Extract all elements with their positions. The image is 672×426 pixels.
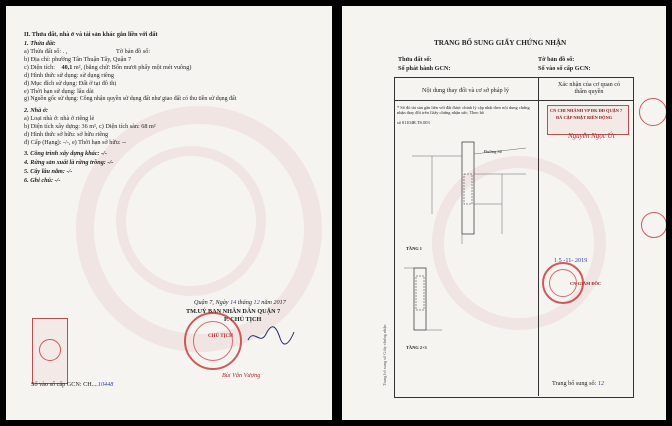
land-use-form: d) Hình thức sử dụng: sử dụng riêng (24, 72, 114, 79)
edge-seal-bottom (641, 212, 666, 238)
coat-of-arms-stamp (32, 318, 68, 384)
official-signature: Nguyễn Ngọc Út (568, 132, 615, 140)
column-header-confirm: Xác nhận của cơ quan có thẩm quyền (557, 81, 621, 96)
floor-1-plan (402, 134, 532, 254)
land-area-label: c) Diện tích: (24, 64, 55, 71)
production-forest: 4. Rừng sản xuất là rừng trồng: -/- (24, 159, 114, 166)
entry-no-label: Số vào sổ cấp GCN: (538, 65, 591, 72)
side-note: Trang bổ sung số Giấy chứng nhận (382, 324, 387, 386)
column-header-changes: Nội dung thay đổi và cơ sở pháp lý (422, 87, 509, 94)
land-use-purpose: đ) Mục đích sử dụng: Đất ở tại đô thị (24, 80, 117, 87)
table-column-divider (538, 77, 539, 396)
house-area: b) Diện tích xây dựng: 36 m², c) Diện tích sàn: 68 m² (24, 123, 156, 130)
table-header-divider (394, 100, 633, 101)
watermark-emblem-inner (116, 146, 266, 296)
issuing-authority: TM.UỶ BAN NHÂN DÂN QUẬN 7 (186, 308, 281, 315)
branch-seal (542, 262, 584, 304)
land-heading: 1. Thửa đất: (24, 40, 56, 47)
floor-2-3-label: TẦNG 2+3 (406, 345, 427, 350)
issue-no-label: Số phát hành GCN: (398, 65, 451, 72)
land-area-words: m², (bằng chữ: Bốn mươi phẩy một mét vuông) (73, 64, 192, 71)
section-title: II. Thửa đất, nhà ở và tài sản khác gắn liền với đất (24, 31, 158, 38)
certificate-page-right (342, 6, 666, 420)
signature-scribble (246, 324, 296, 348)
update-stamp: CN CHI NHÁNH VP ĐK ĐĐ QUẬN 7 ĐÃ CẬP NHẬT BIẾN ĐỘNG (547, 105, 629, 135)
notes: 6. Ghi chú: -/- (24, 177, 61, 184)
floor-2-3-plan (402, 256, 472, 346)
signer-name: Bùi Văn Vượng (222, 372, 261, 379)
land-area-value: 40,1 (61, 64, 73, 71)
amendment-file-no: số 01104R.TS.003 (397, 120, 430, 125)
house-heading: 2. Nhà ở: (24, 107, 49, 114)
house-grade: đ) Cấp (Hạng): -/-, e) Thời hạn sở hữu: -- (24, 139, 127, 146)
land-address: b) Địa chỉ: phường Tân Thuận Tây, Quận 7 (24, 56, 132, 63)
street-label: Đường Số (484, 149, 502, 154)
perennial-trees: 5. Cây lâu năm: -/- (24, 168, 73, 175)
land-parcel-no: a) Thửa đất số: . , (24, 48, 68, 55)
floor-1-label: TẦNG 1 (406, 246, 422, 251)
land-use-origin: g) Nguồn gốc sử dụng: Công nhận quyền sử dụng đất như giao đất có thu tiền sử dụng đất (24, 96, 237, 102)
land-map-no: Tờ bản đồ số: (116, 48, 151, 55)
issue-date: Quận 7, Ngày 14 tháng 12 năm 2017 (194, 299, 286, 306)
supplement-page-number: Trang bổ sung số: 12 (552, 380, 605, 387)
official-seal: CHỦ TỊCH (184, 312, 242, 370)
certificate-page-left (6, 6, 332, 420)
deputy-director-title: CN-GIÁM ĐỐC (570, 281, 602, 286)
other-construction: 3. Công trình xây dựng khác: -/- (24, 150, 107, 157)
map-no-label: Tờ bản đồ số: (538, 56, 575, 63)
house-type: a) Loại nhà ở: nhà ở riêng lẻ (24, 115, 95, 122)
house-ownership: d) Hình thức sở hữu: sở hữu riêng (24, 131, 109, 138)
edge-seal-top (639, 98, 666, 126)
supplement-title: TRANG BỔ SUNG GIẤY CHỨNG NHẬN (434, 39, 567, 47)
land-use-term: e) Thời hạn sử dụng: lâu dài (24, 88, 94, 95)
land-area-row (24, 64, 191, 71)
signer-position: P. CHỦ TỊCH (224, 316, 262, 323)
update-date: 1 5 -11- 2019 (554, 257, 588, 264)
parcel-no-label: Thửa đất số: (398, 56, 432, 63)
certificate-entry-number: Số vào sổ cấp GCN: CH....10448 (31, 381, 114, 388)
amendment-note: * Số đỏ tài sản gắn liền với đất được chỉnh lý cập nhật theo nội dung chứng nhận thay đổi trên Giấy chứng nhận sức; Theo hồ (397, 105, 530, 115)
